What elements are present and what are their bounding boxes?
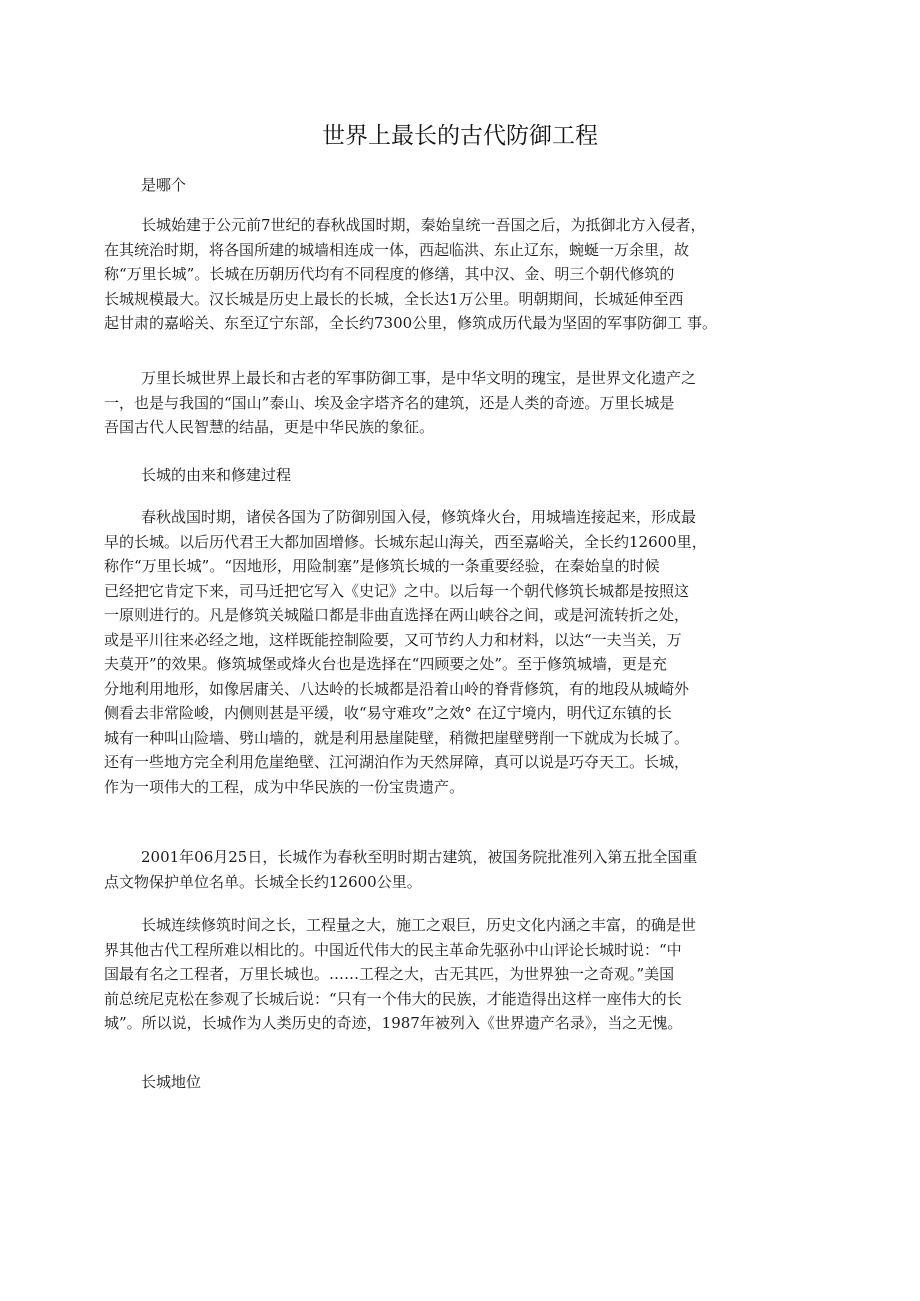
paragraph-line: 一，也是与我国的“国山”泰山、埃及金字塔齐名的建筑，还是人类的奇迹。万里长城是 bbox=[104, 393, 675, 412]
paragraph-line: 2001年06月25日，长城作为春秋至明时期古建筑，被国务院批准列入第五批全国重 bbox=[141, 848, 698, 866]
paragraph-line: 界其他古代工程所难以相比的。中国近代伟大的民主革命先驱孙中山评论长城时说：“中 bbox=[104, 940, 682, 959]
paragraph-line: 称“万里长城”。长城在历朝历代均有不同程度的修缮，其中汉、金、明三个朝代修筑的 bbox=[104, 265, 675, 283]
paragraph-line: 夫莫开”的效果。修筑城堡或烽火台也是选择在“四顾要之处”。至于修筑城墙，更是充 bbox=[104, 655, 668, 673]
paragraph-line: 在其统治时期，将各国所建的城墙相连成一体，西起临洪、东止辽东，蜿蜒一万余里，故 bbox=[104, 240, 690, 259]
paragraph-line: 侧看去非常险峻，内侧则甚是平缓，收“易守难攻”之效° 在辽宁境内，明代辽东镇的长 bbox=[104, 704, 672, 722]
paragraph-significance bbox=[104, 366, 824, 440]
paragraph-line: 点文物保护单位名单。长城全长约12600公里。 bbox=[104, 872, 422, 891]
paragraph-world-heritage bbox=[104, 913, 824, 1036]
paragraph-line: 早的长城。以后历代君王大都加固增修。长城东起山海关，西至嘉峪关，全长约12600里， bbox=[104, 532, 707, 551]
paragraph-line: 长城始建于公元前7世纪的春秋战国时期，秦始皇统一吾国之后，为抵御北方入侵者， bbox=[141, 216, 706, 234]
paragraph-line: 前总统尼克松在参观了长城后说：“只有一个伟大的民族，才能造得出这样一座伟大的长 bbox=[104, 989, 682, 1008]
paragraph-line: 已经把它肯定下来，司马迁把它写入《史记》之中。以后每一个朝代修筑长城都是按照这 bbox=[104, 581, 690, 600]
paragraph-line: 城”。所以说，长城作为人类历史的奇迹，1987年被列入《世界遗产名录》，当之无愧。 bbox=[104, 1014, 683, 1032]
paragraph-line: 国最有名之工程者，万里长城也。……工程之大，古无其匹，为世界独一之奇观。”美国 bbox=[104, 965, 675, 983]
paragraph-line: 吾国古代人民智慧的结晶，更是中华民族的象征。 bbox=[104, 418, 435, 436]
paragraph-line: 称作“万里长城”。“因地形，用险制塞”是修筑长城的一条重要经验，在秦始皇的时候 bbox=[104, 557, 660, 575]
paragraph-line: 一原则进行的。凡是修筑关城隘口都是非曲直选择在两山峡谷之间，或是河流转折之处， bbox=[104, 606, 690, 624]
paragraph-line: 长城规模最大。汉长城是历史上最长的长城，全长达1万公里。明朝期间，长城延伸至西 bbox=[104, 289, 684, 308]
section-heading-status: 长城地位 bbox=[141, 1073, 202, 1091]
section-heading-history: 长城的由来和修建过程 bbox=[141, 466, 292, 484]
paragraph-protection bbox=[104, 845, 824, 894]
paragraph-construction bbox=[104, 505, 824, 799]
paragraph-line: 或是平川往来必经之地，这样既能控制险要，又可节约人力和材料，以达“一夫当关，万 bbox=[104, 630, 682, 649]
paragraph-line: 起甘肃的嘉峪关、东至辽宁东部，全长约7300公里，修筑成历代最为坚固的军事防御工 事。 bbox=[104, 314, 717, 332]
paragraph-line: 长城连续修筑时间之长，工程量之大，施工之艰巨，历史文化内涵之丰富，的确是世 bbox=[141, 916, 697, 934]
paragraph-line: 万里长城世界上最长和古老的军事防御工事，是中华文明的瑰宝，是世界文化遗产之 bbox=[141, 369, 697, 387]
paragraph-line: 还有一些地方完全利用危崖绝壁、江河湖泊作为天然屏障，真可以说是巧夺天工。长城， bbox=[104, 753, 690, 771]
section-heading-which: 是哪个 bbox=[141, 176, 187, 194]
paragraph-line: 分地利用地形，如像居庸关、八达岭的长城都是沿着山岭的脊背修筑，有的地段从城崎外 bbox=[104, 679, 690, 698]
document-title: 世界上最长的古代防御工程 bbox=[322, 123, 598, 149]
paragraph-line: 城有一种叫山险墙、劈山墙的，就是利用悬崖陡壁，稍微把崖壁劈削一下就成为长城了。 bbox=[104, 728, 690, 747]
paragraph-line: 作为一项伟大的工程，成为中华民族的一份宝贵遗产。 bbox=[104, 777, 465, 796]
paragraph-line: 春秋战国时期，诸侯各国为了防御别国入侵，修筑烽火台，用城墙连接起来，形成最 bbox=[141, 508, 697, 526]
paragraph-origin bbox=[104, 213, 824, 336]
